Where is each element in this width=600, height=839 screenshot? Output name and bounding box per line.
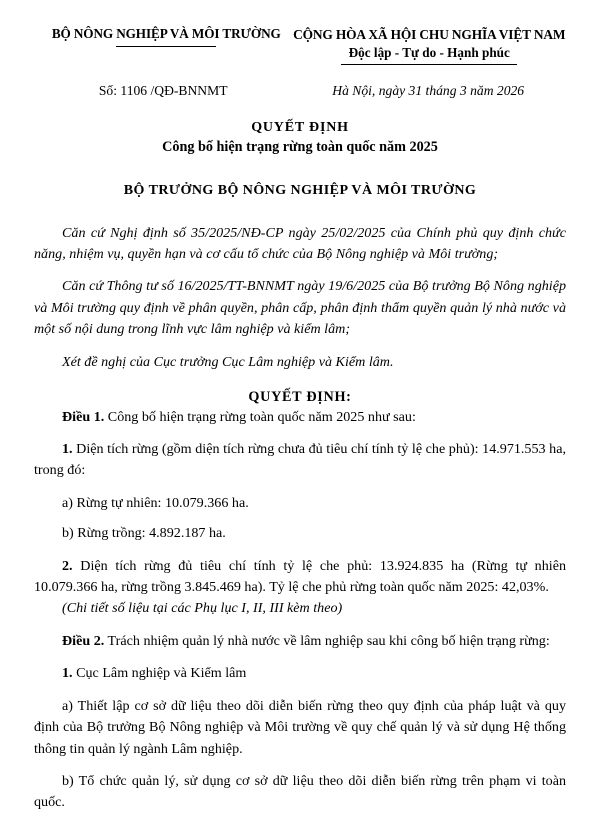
article-1-item-2-label: 2. bbox=[62, 557, 73, 574]
document-header bbox=[34, 26, 566, 65]
article-2-heading bbox=[34, 631, 566, 652]
article-2-item-1b: b) Tổ chức quản lý, sử dụng cơ sở dữ liệu theo dõi diễn biến rừng trên phạm vi toàn quốc. bbox=[34, 772, 566, 811]
article-2-item-1 bbox=[34, 663, 566, 684]
article-2-item-1a: a) Thiết lập cơ sở dữ liệu theo dõi diễn biến rừng theo quy định của pháp luật và quy định của Bộ trưởng Bộ Nông nghiệp và Môi trường về quy chế quản lý và sử dụng Hệ thống thông tin quản lý ngành Lâm nghiệp. bbox=[34, 697, 566, 757]
article-1-item-1-label: 1. bbox=[62, 440, 73, 457]
document-subject-title: Công bố hiện trạng rừng toàn quốc năm 2025 bbox=[162, 139, 438, 156]
article-1-label: Điều 1. bbox=[62, 408, 105, 425]
article-2-label: Điều 2. bbox=[62, 632, 105, 649]
issuing-organization-name: BỘ NÔNG NGHIỆP VÀ MÔI TRƯỜNG bbox=[51, 26, 281, 41]
document-number-block bbox=[34, 82, 290, 100]
legal-basis-2: Căn cứ Thông tư số 16/2025/TT-BNNMT ngày 19/6/2025 của Bộ trưởng Bộ Nông nghiệp và Môi trường quy định về phân quyền, phân cấp, phân định thẩm quyền quản lý nhà nước và một số nội dung trong lĩnh vực lâm nghiệp và kiểm lâm; bbox=[34, 278, 566, 338]
national-heading-block bbox=[292, 26, 566, 65]
article-2-lead: Trách nhiệm quản lý nhà nước về lâm nghiệp sau khi công bố hiện trạng rừng: bbox=[104, 632, 550, 649]
article-1-item-1 bbox=[34, 439, 566, 482]
appendix-note: (Chi tiết số liệu tại các Phụ lục I, II, III kèm theo) bbox=[62, 600, 343, 617]
decision-heading: QUYẾT ĐỊNH: bbox=[248, 389, 352, 406]
organization-underline bbox=[116, 46, 216, 47]
article-1-heading bbox=[34, 407, 566, 428]
document-place-date: Hà Nội, ngày 31 tháng 3 năm 2026 bbox=[332, 83, 525, 99]
article-2-item-1-text: Cục Lâm nghiệp và Kiểm lâm bbox=[72, 665, 247, 682]
document-meta-row bbox=[34, 82, 566, 100]
document-title-block bbox=[34, 119, 566, 158]
article-1-item-2 bbox=[34, 556, 566, 599]
article-1-item-1a: a) Rừng tự nhiên: 10.079.366 ha. bbox=[62, 494, 249, 511]
article-2-item-1-label: 1. bbox=[62, 665, 73, 682]
proposal-statement: Xét đề nghị của Cục trưởng Cục Lâm nghiệp và Kiểm lâm. bbox=[62, 353, 394, 370]
document-number: Số: 1106 /QĐ-BNNMT bbox=[98, 83, 228, 99]
issuing-organization-block bbox=[34, 26, 292, 47]
article-1-item-1-text: Diện tích rừng (gồm diện tích rừng chưa đủ tiêu chí tính tỷ lệ che phủ): 14.971.553 ha, trong đó: bbox=[34, 440, 566, 479]
legal-basis-1: Căn cứ Nghị định số 35/2025/NĐ-CP ngày 25/02/2025 của Chính phủ quy định chức năng, nhiệm vụ, quyền hạn và cơ cấu tổ chức của Bộ Nông nghiệp và Môi trường; bbox=[34, 224, 566, 262]
article-1-item-2-text: Diện tích rừng đủ tiêu chí tính tỷ lệ che phủ: 13.924.835 ha (Rừng tự nhiên 10.079.366 ha, rừng trồng 3.845.469 ha). Tỷ lệ che phủ rừng toàn quốc năm 2025: 42,03%. bbox=[34, 557, 566, 596]
document-date-block bbox=[290, 82, 566, 100]
article-1-item-1b: b) Rừng trồng: 4.892.187 ha. bbox=[62, 525, 226, 542]
document-type-title: QUYẾT ĐỊNH bbox=[251, 119, 349, 135]
article-1-lead: Công bố hiện trạng rừng toàn quốc năm 2025 như sau: bbox=[104, 408, 416, 425]
issuing-authority-title: BỘ TRƯỞNG BỘ NÔNG NGHIỆP VÀ MÔI TRƯỜNG bbox=[123, 183, 477, 199]
nation-name: CỘNG HÒA XÃ HỘI CHU NGHĨA VIỆT NAM bbox=[293, 27, 566, 42]
motto-underline bbox=[341, 64, 517, 65]
national-motto: Độc lập - Tự do - Hạnh phúc bbox=[348, 45, 510, 61]
